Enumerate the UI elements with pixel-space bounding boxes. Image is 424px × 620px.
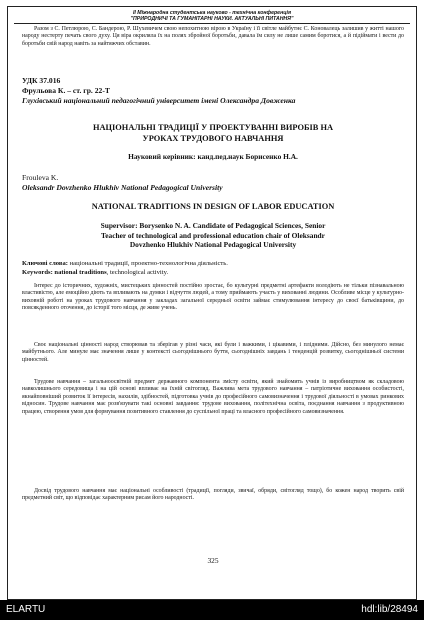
affiliation-ua: Глухівський національний педагогічний університет імені Олександра Довженка <box>22 96 296 105</box>
page-number: 325 <box>207 556 219 565</box>
supervisor-en-line2: Teacher of technological and professional education chair of Oleksandr <box>101 230 325 240</box>
repository-name: ELARTU <box>6 604 46 615</box>
handle-identifier[interactable]: hdl:lib/28494 <box>361 604 418 615</box>
document-page <box>7 6 417 600</box>
keywords-en-value-rest: , technological activity. <box>106 269 169 276</box>
supervisor-en-line3: Dovzhenko Hlukhiv National Pedagogical University <box>129 240 297 249</box>
conference-header-line2: "ПРИРОДНИЧІ ТА ГУМАНІТАРНІ НАУКИ. АКТУАЛЬНІ ПИТАННЯ" <box>130 16 294 22</box>
body-paragraph-1: Інтерес до історичних, художніх, мистецьких цінностей постійно зростає, бо культурні предметні артефакти володіють не тільки пізнавальною властивістю, але емоційно діють та впливають на думки і відчуття людей, а тому приймають участь у вихованні людини. Особливе місце у культурно-виховній роботі на уроках трудового навчання у закладах загальної середньої освіти займає стимулювання інтересу до своєї батьківщини, до повсякденного оточення, до історії того місця, де живе учень. <box>22 283 404 312</box>
article-title-en: NATIONAL TRADITIONS IN DESIGN OF LABOR EDUCATION <box>91 202 335 211</box>
article-title-ua-line1: НАЦІОНАЛЬНІ ТРАДИЦІЇ У ПРОЕКТУВАННІ ВИРОБІВ НА <box>92 123 334 132</box>
repository-footer-bar <box>0 600 424 620</box>
body-paragraph-2: Своє національні цінності народ створював та зберігав у різні часи, які були і важкими, і цікавими, і плідними. Дійсно, без минулого немає майбутнього. Але минуле має значення лише у контексті сьогоднішнього буття, сьогоднішніх завдань і тенденцій розвитку, сьогоднішньої системи цінностей. <box>22 342 404 363</box>
body-paragraph-3: Трудове навчання – загальноосвітній предмет державного компонента змісту освіти, який знайомить учнів із виробництвом як складовою навколишнього середовища і на цій основі впливає на їхній світогляд. Важлива мета трудового навчання – патріотичне виховання особистості, якнайповніший розвиток її інтересів, нахилів, здібностей, підготовка учнів до професійного самовизначення і трудової діяльності в умовах ринкових відносин. Трудове навчання має розв'язувати такі основні завдання: трудове виховання, політехнічна освіта, поєднання навчання з продуктивною працею, створення умов для формування позитивного ставлення до суспільної праці та власного професійного самовизначення. <box>22 379 404 415</box>
conference-header-line1: ІІ Міжнародна студентська науково - технічна конференція <box>132 10 292 16</box>
keywords-ua-label: Ключові слова: <box>22 260 68 267</box>
supervisor-en-line1: Supervisor: Borysenko N. A. Candidate of Pedagogical Sciences, Senior <box>100 221 326 230</box>
udk-code: УДК 37.016 <box>22 76 61 85</box>
affiliation-en: Oleksandr Dovzhenko Hlukhiv National Pedagogical University <box>22 183 223 192</box>
keywords-en <box>22 269 168 277</box>
supervisor-ua: Науковий керівник: канд.пед.наук Борисенко Н.А. <box>128 152 298 161</box>
article-title-ua-line2: УРОКАХ ТРУДОВОГО НАВЧАННЯ <box>142 134 284 143</box>
keywords-en-label: Keywords: <box>22 269 53 276</box>
keywords-ua-value: національні традиції, проектно-технологічна діяльність. <box>67 260 228 267</box>
keywords-en-value-bold: national traditions <box>52 269 107 276</box>
intro-paragraph: Разом з С. Петлюрою, С. Бандерою, Р. Шухевичем свою непохитною вірою в Україну і її світле майбутнє С. Коновалець залишив у житті нашого народу нестерту печать свого духу. Ця віра окриляла їх на полях збройної боротьби, давала їм силу не лише самим боротися, а й підіймати і вести до боротьби свій народ навіть за найтяжчих обставин. <box>22 26 404 47</box>
body-paragraph-4: Досвід трудового навчання має національні особливості (традиції, погляди, звичаї, обряди, світогляд тощо), бо кожен народ творить свій предметний світ, що відповідає характерним рисам його народності. <box>22 488 404 502</box>
header-divider <box>14 23 410 24</box>
author-en: Frouleva K. <box>22 173 59 182</box>
keywords-ua <box>22 260 228 268</box>
author-ua: Фрульова К. – ст. гр. 22-Т <box>22 86 110 95</box>
